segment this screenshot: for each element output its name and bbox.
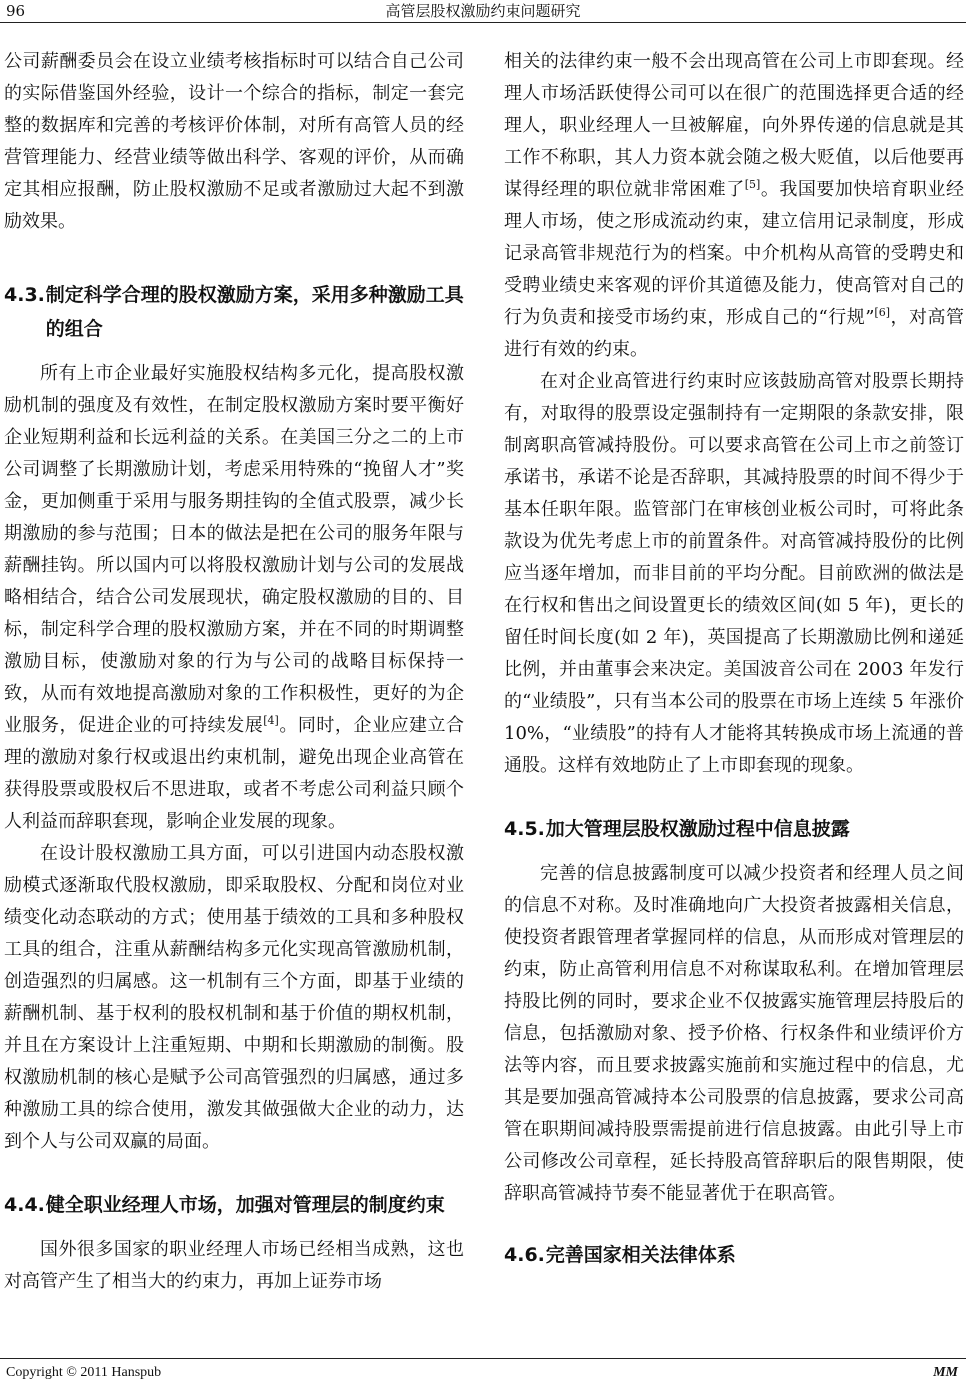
paragraph-text: 。同时，企业应建立合理的激励对象行权或退出约束机制，避免出现企业高管在获得股票或股权后不思进取，或者不考虑公司利益只顾个人利益而辞职套现，影响企业发展的现象。: [4, 715, 465, 832]
journal-abbreviation: MM: [933, 1365, 958, 1380]
right-column: [504, 46, 964, 1284]
section-title: 制定科学合理的股权激励方案，采用多种激励工具的组合: [45, 284, 464, 340]
section-number: 4.3.: [4, 284, 45, 306]
paragraph: 在对企业高管进行约束时应该鼓励高管对股票长期持有，对取得的股票设定强制持有一定期限的条款安排，限制离职高管减持股份。可以要求高管在公司上市之前签订承诺书，承诺不论是否辞职，其减持股票的时间不得少于基本任职年限。监管部门在审核创业板公司时，可将此条款设为优先考虑上市的前置条件。对高管减持股份的比例应当逐年增加，而非目前的平均分配。目前欧洲的做法是在行权和售出之间设置更长的绩效区间(如 5 年)，更长的留任时间长度(如 2 年)，英国提高了长期激励比例和递延比例，并由董事会来决定。美国波音公司在 2003 年发行的“业绩股”，只有当本公司的股票在市场上连续 5 年涨价 10%，“业绩股”的持有人才能将其转换成市场上流通的普通股。这样有效地防止了上市即套现的现象。: [504, 371, 964, 776]
paragraph-text: 所有上市企业最好实施股权结构多元化，提高股权激励机制的强度及有效性，在制定股权激励方案时要平衡好企业短期利益和长远利益的关系。在美国三分之二的上市公司调整了长期激励计划，考虑采用特殊的“挽留人才”奖金，更加侧重于采用与服务期挂钩的全值式股票，减少长期激励的参与范围；日本的做法是把在公司的服务年限与薪酬挂钩。所以国内可以将股权激励计划与公司的发展战略相结合，结合公司发展现状，确定股权激励的目的、目标，制定科学合理的股权激励方案，并在不同的时期调整激励目标，使激励对象的行为与公司的战略目标保持一致，从而有效地提高激励对象的工作积极性，更好的为企业服务，促进企业的可持续发展: [4, 363, 464, 736]
paragraph: 完善的信息披露制度可以减少投资者和经理人员之间的信息不对称。及时准确地向广大投资者披露相关信息，使投资者跟管理者掌握同样的信息，从而形成对管理层的约束，防止高管利用信息不对称谋取私利。在增加管理层持股比例的同时，要求企业不仅披露实施管理层持股后的信息，包括激励对象、授予价格、行权条件和业绩评价方法等内容，而且要求披露实施前和实施过程中的信息，尤其是要加强高管减持本公司股票的信息披露，要求公司高管在职期间减持股票需提前进行信息披露。由此引导上市公司修改公司章程，延长持股高管辞职后的限售期限，使辞职高管减持节奏不能显著优于在职高管。: [504, 863, 964, 1204]
copyright-notice: Copyright © 2011 Hanspub: [6, 1365, 162, 1380]
paragraph: 公司薪酬委员会在设立业绩考核指标时可以结合自己公司的实际借鉴国外经验，设计一个综合的指标，制定一套完整的数据库和完善的考核评价体制，对所有高管人员的经营管理能力、经营业绩等做出科学、客观的评价，从而确定其相应报酬，防止股权激励不足或者激励过大起不到激励效果。: [4, 51, 464, 232]
left-column: [4, 46, 464, 1298]
section-number: 4.5.: [504, 818, 545, 840]
page-number: 96: [6, 2, 26, 20]
paragraph-text: ，对高管进行有效的约束。: [504, 307, 964, 360]
section-number: 4.4.: [4, 1194, 45, 1216]
section-title: 加大管理层股权激励过程中信息披露: [545, 818, 850, 840]
section-title: 健全职业经理人市场，加强对管理层的制度约束: [45, 1194, 445, 1216]
section-heading-4-3: [4, 278, 464, 346]
section-heading-4-5: [504, 812, 964, 846]
section-title: 完善国家相关法律体系: [545, 1244, 736, 1266]
paragraph: 在设计股权激励工具方面，可以引进国内动态股权激励模式逐渐取代股权激励，即采取股权、分配和岗位对业绩变化动态联动的方式；使用基于绩效的工具和多种股权工具的组合，注重从薪酬结构多元化实现高管激励机制，创造强烈的归属感。这一机制有三个方面，即基于业绩的薪酬机制、基于权利的股权机制和基于价值的期权机制，并且在方案设计上注重短期、中期和长期激励的制衡。股权激励机制的核心是赋予公司高管强烈的归属感，通过多种激励工具的综合使用，激发其做强做大企业的动力，达到个人与公司双赢的局面。: [4, 843, 464, 1152]
paragraph: [4, 358, 464, 838]
paragraph: [504, 46, 964, 366]
section-number: 4.6.: [504, 1244, 545, 1266]
running-title: 高管层股权激励约束问题研究: [385, 2, 581, 20]
page-header: [0, 0, 966, 23]
section-heading-4-6: [504, 1238, 964, 1272]
citation-ref[interactable]: [4]: [263, 714, 279, 727]
paragraph-text: 。我国要加快培育职业经理人市场，使之形成流动约束，建立信用记录制度，形成记录高管非规范行为的档案。中介机构从高管的受聘史和受聘业绩史来客观的评价其道德及能力，使高管对自己的行为负责和接受市场约束，形成自己的“行规”: [504, 179, 964, 328]
paragraph-text: 相关的法律约束一般不会出现高管在公司上市即套现。经理人市场活跃使得公司可以在很广的范围选择更合适的经理人，职业经理人一旦被解雇，向外界传递的信息就是其工作不称职，其人力资本就会随之极大贬值，以后他要再谋得经理的职位就非常困难了: [504, 51, 964, 200]
page-footer: [0, 1358, 966, 1387]
citation-ref[interactable]: [6]: [874, 306, 890, 319]
citation-ref[interactable]: [5]: [744, 178, 761, 191]
paragraph: 国外很多国家的职业经理人市场已经相当成熟，这也对高管产生了相当大的约束力，再加上证券市场: [4, 1239, 464, 1292]
section-heading-4-4: [4, 1188, 464, 1222]
